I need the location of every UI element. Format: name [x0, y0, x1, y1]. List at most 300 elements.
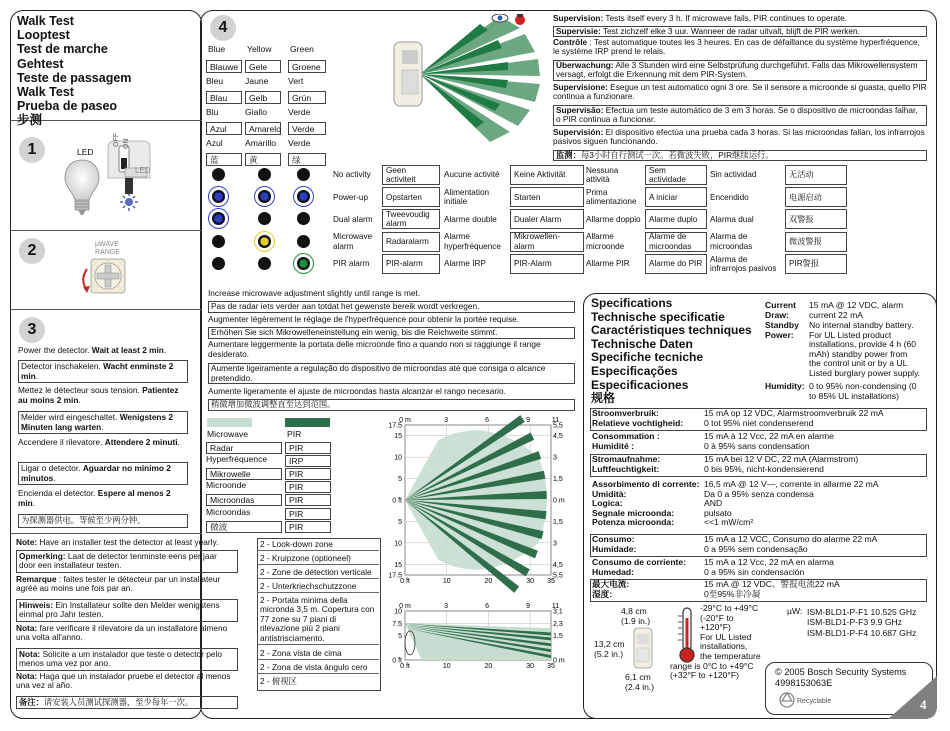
- spec-label: Consommation :: [592, 431, 660, 441]
- supervision-text: Test zichzelf elke 3 uur. Wanneer de radar uitvalt, blijft de PIR werken.: [600, 26, 860, 36]
- tick-label: 11: [551, 417, 560, 424]
- color-cell: Giallo: [245, 106, 267, 117]
- range-potentiometer-icon: [78, 255, 140, 305]
- tick-label: 3: [444, 417, 448, 424]
- step3-bold: Aguardar no minimo 2 minutos: [21, 463, 171, 483]
- spec-title: Especificações: [591, 363, 678, 378]
- step3-line: [18, 438, 188, 448]
- step3-text: .: [78, 394, 81, 405]
- supervision-label: Supervisie:: [556, 26, 601, 36]
- legend-header-microwave: Microwave: [207, 429, 249, 439]
- supervision-line: [553, 150, 927, 161]
- note-text: Ein Installateur sollte den Melder wenigstens einmal pro Jahr testen.: [19, 600, 220, 620]
- title: Test de marche: [17, 42, 108, 57]
- color-cell: Amarillo: [245, 137, 277, 148]
- note: [16, 648, 238, 671]
- step3-line: [18, 489, 188, 508]
- tick-label: 20: [484, 578, 493, 585]
- section-divider: [10, 533, 202, 534]
- step3-text: .: [35, 370, 39, 381]
- color-cell: Azul: [206, 137, 223, 148]
- page-number: 4: [920, 697, 927, 712]
- tick-label: 0 ft: [392, 657, 402, 665]
- spec-value: 0 a 95% sin condensación: [704, 566, 805, 577]
- increase-line: Aumente ligeramente el ajuste de microondas hasta alcanzar el rango necesario.: [208, 386, 506, 396]
- legend-pir: IRP: [285, 455, 331, 467]
- led-state-en: Dual alarm: [333, 214, 373, 224]
- supervision-text: Efectua um teste automático de 3 em 3 horas. Se o dispositivo de microondas falhar, o PIR continua a funcionar.: [556, 105, 918, 125]
- tick-label: 5: [398, 633, 402, 640]
- note: [16, 599, 238, 622]
- zone-label: 2 - Portata minima della micronda 3,5 m. Copertura con 77 zone su 7 piani di rilevazione più 2 piani antistrisciamento.: [257, 595, 379, 645]
- spec-label: Humidade:: [592, 543, 637, 554]
- step3-line: [18, 386, 188, 405]
- supervision-line: [553, 60, 927, 81]
- spec-label: Standby Power:: [765, 320, 799, 340]
- led-state-de: Mikrowellen-alarm: [510, 232, 584, 252]
- spec-value: 16,5 mA @ 12 V—, corrente in allarme 22 mA: [704, 479, 879, 489]
- supervision-label: Supervisão:: [556, 105, 604, 115]
- spec-value: 15 mA a 12 Vcc, 22 mA en alarma: [704, 557, 834, 567]
- title: Looptest: [17, 28, 70, 43]
- dim-width: 4,8 cm: [621, 606, 647, 616]
- uwave-label: µWAVE: [95, 241, 119, 248]
- supervision-text: Esegue un test automatico ogni 3 ore. Se il sensore a microonde si guasta, quello PIR continua a funzionare.: [553, 82, 927, 102]
- led-state-pt: Alarme de microondas: [645, 232, 707, 252]
- switch-off-label: OFF: [113, 133, 120, 147]
- step3-text: .: [53, 472, 56, 483]
- tick-label: 10: [442, 578, 451, 585]
- step-number: 1: [19, 137, 45, 163]
- tick-label: 0 m: [399, 603, 411, 610]
- step3-line: [18, 514, 188, 528]
- tick-label: 3: [553, 454, 557, 462]
- led-off-icon: [212, 168, 225, 181]
- title: Walk Test: [17, 14, 74, 28]
- temperature-line: the temperature: [700, 650, 761, 661]
- switch-led-label: LED: [135, 166, 151, 175]
- step3-text: Mettez le détecteur sous tension.: [18, 385, 143, 395]
- spec-label: Humidity:: [765, 381, 805, 391]
- supervision-label: Supervision:: [553, 13, 604, 23]
- spec-label: Relatieve vochtigheid:: [592, 417, 684, 428]
- step3-text: .: [163, 345, 167, 355]
- led-state-it: Allarme doppio: [586, 214, 641, 224]
- tick-label: 0 m: [553, 497, 565, 505]
- color-cell: Verde: [288, 106, 311, 117]
- color-cell: Bleu: [206, 75, 224, 86]
- title-block: [17, 14, 131, 128]
- tick-label: 1,5: [553, 518, 563, 526]
- color-header: Yellow: [247, 44, 272, 54]
- led-state-es: Alarma dual: [710, 214, 754, 224]
- tick-label: 5,5: [553, 422, 563, 430]
- led-state-fr: Alarme double: [444, 214, 497, 224]
- temperature-line: (+32°F to +120°F): [670, 670, 739, 681]
- color-header: Green: [290, 44, 314, 54]
- led-state-zh: 微波警报: [785, 232, 847, 252]
- tick-label: 5,5: [553, 572, 563, 580]
- tick-label: 10: [394, 540, 402, 548]
- color-header: Blue: [208, 44, 226, 54]
- legend-header-pir: PIR: [287, 429, 302, 439]
- spec-value: 0 à 95% sans condensation: [704, 440, 810, 451]
- spec-value: 15 mA à 12 Vcc, 22 mA en alarme: [704, 431, 834, 441]
- spec-value: 15 mA a 12 VCC, Consumo do alarme 22 mA: [704, 534, 878, 544]
- step3-bold: Wait at least 2 min: [91, 345, 164, 355]
- model-list: [807, 607, 927, 638]
- led-state-es: Sin actividad: [710, 170, 757, 180]
- tick-label: 15: [394, 561, 402, 569]
- spec-value: 15 mA bei 12 V DC, 22 mA (Alarmstrom): [704, 454, 859, 464]
- note: [16, 696, 238, 709]
- note: [16, 624, 238, 643]
- color-cell: 黄: [245, 153, 281, 166]
- led-state-en: Power-up: [333, 192, 369, 202]
- tick-label: 3: [553, 540, 557, 548]
- note: [16, 538, 238, 547]
- color-cell: Verde: [288, 122, 326, 135]
- color-cell: Vert: [288, 75, 304, 86]
- led-state-it: Allarme microonde: [586, 232, 625, 251]
- switch-on-label: ON: [123, 138, 130, 149]
- step3-text: Encienda el detector.: [18, 488, 98, 498]
- color-cell: Verde: [288, 137, 311, 148]
- model-line: ISM-BLD1-P-F1 10.525 GHz: [807, 607, 917, 617]
- note-label: Note:: [16, 537, 40, 547]
- legend-pir: PIR: [285, 494, 331, 506]
- step-number: 3: [19, 317, 45, 343]
- increase-line: Aumente ligeiramente a regulação do dispositivo de microondas até que consiga o alcance pretendido.: [208, 363, 575, 384]
- tick-label: 35: [547, 663, 555, 670]
- supervision-line: [553, 38, 927, 57]
- title: 步测: [17, 113, 43, 128]
- led-off-icon: [297, 168, 310, 181]
- color-cell: Groene: [288, 60, 326, 73]
- temperature-line: -29°C to +49°C: [700, 603, 759, 613]
- spec-label: Stromaufnahme:: [592, 454, 661, 464]
- pir-swatch: [285, 418, 330, 427]
- note-text: : faites tester le détecteur par un installateur agréé au moins une fois par an.: [16, 574, 221, 594]
- step3-text: Melder wird eingeschaltet.: [21, 412, 120, 422]
- spec-label: Consumo:: [592, 534, 635, 544]
- note-text: fare verificare il rilevatore da un installatore almeno una volta all'anno.: [16, 623, 228, 643]
- lightbulb-icon: [62, 158, 102, 220]
- color-cell: Blauwe: [206, 60, 242, 73]
- microwave-swatch: [207, 418, 252, 427]
- color-cell: Blu: [206, 106, 219, 117]
- spec-title: 规格: [591, 391, 616, 406]
- led-state-en: PIR alarm: [333, 259, 370, 269]
- spec-value: 15 mA op 12 VDC, Alarmstroomverbruik 22 mA: [704, 408, 884, 418]
- note-label: Opmerking:: [19, 551, 68, 561]
- supervision-line: [553, 83, 927, 102]
- dim-height-in: (5.2 in.): [594, 649, 624, 659]
- color-cell: 绿: [288, 153, 326, 166]
- legend-pir: PIR: [285, 481, 331, 493]
- spec-value: No internal standby battery. For UL Listed product installations, provide 4 h (60 mAh) standby power from the control unit or by a UL Listed burglary power supply.: [809, 320, 921, 378]
- tick-label: 1,5: [553, 476, 563, 484]
- tick-label: 0 ft: [392, 497, 402, 505]
- led-state-zh: PIR警报: [785, 254, 847, 274]
- legend-pir: PIR: [285, 468, 331, 480]
- spec-title: Especificaciones: [591, 377, 689, 392]
- supervision-label: Supervisión:: [553, 127, 604, 137]
- led-state-fr: Alarme hyperfréquence: [444, 232, 501, 251]
- supervision-text: 每3小时自行测试一次。若微波失败，PIR继续运行。: [580, 150, 774, 160]
- spec-title: Specifications: [591, 296, 673, 310]
- tick-label: 0 m: [399, 417, 411, 424]
- tick-label: 35: [547, 578, 555, 585]
- temperature-line: (-20°F to +120°F): [700, 612, 734, 633]
- note-label: Hinweis:: [19, 600, 56, 610]
- legend-microwave: Radar: [206, 442, 282, 454]
- note-label: Nota:: [16, 623, 40, 633]
- color-cell: Blau: [206, 91, 242, 104]
- led-off-icon: [212, 257, 225, 270]
- legend-microwave: Mikrowelle: [206, 468, 282, 480]
- supervision-text: : Test automatique toutes les 3 heures. En cas de défaillance du système hyperfréquence, le système IRP prend le relais.: [553, 37, 920, 57]
- recyclable-label: Recyclable: [797, 698, 832, 705]
- spec-value: Da 0 a 95% senza condensa: [704, 488, 814, 499]
- legend-microwave: Microondas: [206, 494, 282, 506]
- tick-label: 5: [398, 476, 402, 484]
- tick-label: 17.5: [388, 422, 402, 430]
- model-line: ISM-BLD1-P-F3 9.9 GHz: [807, 617, 903, 628]
- recycle-icon: [778, 691, 796, 709]
- note: [16, 550, 238, 573]
- tick-label: 10: [394, 608, 402, 616]
- step3-text: Ligar o detector.: [21, 463, 83, 473]
- title: Teste de passagem: [17, 70, 132, 85]
- led-state-nl: Opstarten: [382, 187, 440, 207]
- spec-label: Assorbimento di corrente:: [592, 479, 700, 489]
- spec-value: 0 a 95% sem condensação: [704, 543, 808, 554]
- led-off-icon: [297, 235, 310, 248]
- spec-title: Specifiche tecniche: [591, 350, 704, 365]
- tick-label: 5: [398, 518, 402, 526]
- spec-value: 0至95%非冷凝: [704, 588, 761, 599]
- range-label: RANGE: [95, 249, 120, 256]
- note-text: 请安装人员测试探测器，至少每年一次。: [43, 697, 194, 707]
- temperature-line: installations,: [700, 641, 748, 652]
- led-off-icon: [212, 235, 225, 248]
- color-cell: Azul: [206, 122, 242, 135]
- note-text: Solicite a um instalador que teste o detector pelo menos uma vez por ano.: [19, 649, 222, 669]
- led-state-pt: A iniciar: [645, 187, 707, 207]
- tick-label: 9: [526, 603, 531, 610]
- spec-label: Potenza microonda:: [592, 517, 675, 528]
- tick-label: 10: [442, 663, 451, 670]
- supervision-label: Überwachung:: [556, 60, 614, 70]
- zone-label: 2 - Zona vista de cima: [257, 648, 379, 660]
- led-state-zh: 双警报: [785, 209, 847, 229]
- step3-bold: Patientez au moins 2 min: [18, 385, 179, 405]
- note-label: Nota:: [16, 671, 40, 681]
- supervision-label: 监测：: [556, 150, 581, 160]
- tick-label: 30: [526, 663, 535, 670]
- spec-label: Segnale microonda:: [592, 507, 675, 518]
- legend-microwave: 微波: [206, 521, 282, 533]
- tick-label: 20: [484, 663, 493, 670]
- increase-line: Increase microwave adjustment slightly until range is met.: [208, 288, 421, 298]
- led-state-es: Encendido: [710, 192, 749, 202]
- spec-value: 0 to 95% non-condensing (0 to 85% UL installations): [809, 381, 917, 401]
- increase-line: 稍微增加微波调整直至达到范围。: [208, 399, 575, 411]
- step3-bold: Attendere 2 minuti: [104, 437, 178, 447]
- led-state-pt: Alarme duplo: [645, 209, 707, 229]
- led-off-icon: [258, 257, 271, 270]
- step3-line: [18, 462, 188, 485]
- spec-value: 0 bis 95%, nicht-kondensierend: [704, 463, 824, 474]
- tick-label: 0 ft: [400, 663, 410, 670]
- spec-value: AND: [704, 498, 723, 509]
- led-state-nl: PIR-alarm: [382, 254, 440, 274]
- supervision-line: [553, 14, 927, 23]
- spec-label: Humedad:: [592, 566, 635, 577]
- dim-width-in: (1.9 in.): [621, 616, 651, 626]
- led-yellow-icon: [258, 235, 271, 248]
- led-green-icon: [297, 257, 310, 270]
- spec-label: Umidità:: [592, 488, 627, 499]
- led-state-fr: Alimentation initiale: [444, 187, 490, 207]
- tick-label: 4,5: [553, 561, 563, 569]
- spec-label: 最大电流:: [592, 579, 630, 589]
- tick-label: 11: [551, 603, 560, 610]
- step3-text: Accendere il rilevatore.: [18, 437, 105, 447]
- spec-value: <<1 mW/cm²: [704, 517, 754, 528]
- color-cell: Gelb: [245, 91, 281, 104]
- step3-text: 为探测器供电。等候至少两分钟。: [21, 515, 146, 525]
- led-state-en: Microwave alarm: [333, 232, 373, 251]
- title: Gehtest: [17, 56, 64, 71]
- led-state-zh: 电源启动: [785, 187, 847, 207]
- tick-label: 1,5: [553, 633, 563, 640]
- led-switch-icon: [105, 138, 160, 223]
- supervision-label: Contrôle: [553, 37, 588, 47]
- led-label: LED: [77, 147, 94, 157]
- step3-text: .: [101, 421, 104, 432]
- step3-text: Detector inschakelen.: [21, 361, 104, 371]
- copyright: © 2005 Bosch Security Systems: [775, 667, 907, 677]
- spec-value: 0 tot 95% niet condenserend: [704, 417, 814, 428]
- note-label: 备注：: [19, 697, 44, 707]
- note-text: Have an installer test the detector at least yearly.: [39, 537, 219, 547]
- tick-label: 7.5: [392, 620, 402, 628]
- spec-title: Technische specificatie: [591, 309, 725, 324]
- tick-label: 3,1: [553, 608, 563, 616]
- led-state-en: No activity: [333, 170, 371, 180]
- led-state-de: Keine Aktivität: [510, 165, 584, 185]
- legend-pir: PIR: [285, 508, 331, 520]
- led-state-fr: Alarme IRP: [444, 259, 486, 269]
- part-number: 4998153063E: [775, 678, 833, 688]
- increase-line: Erhöhen Sie sich Mikrowelleneinstellung ein wenig, bis die Reichweite stimmt.: [208, 327, 575, 339]
- step3-line: [18, 346, 188, 356]
- color-cell: 蓝: [206, 153, 242, 166]
- detector-dimension-icon: [626, 626, 660, 674]
- supervision-line: [553, 105, 927, 126]
- model-line: ISM-BLD1-P-F4 10.687 GHz: [807, 627, 917, 638]
- tick-label: 2,3: [553, 620, 563, 628]
- note: [16, 672, 238, 691]
- note-label: Nota:: [19, 649, 43, 659]
- coverage-plots: [385, 415, 575, 680]
- legend-microwave: Microonde: [206, 480, 247, 491]
- step3-bold: Wacht enminste 2 min: [21, 361, 174, 381]
- detector-coverage-illustration: [380, 14, 552, 154]
- spec-label: 湿度:: [592, 588, 613, 599]
- led-state-es: Alarma de infrarrojos pasivos: [710, 254, 777, 273]
- temperature-line: range is 0°C to +49°C: [670, 660, 754, 671]
- color-cell: Jaune: [245, 75, 269, 86]
- tick-label: 0 ft: [400, 578, 410, 585]
- color-cell: Grün: [288, 91, 326, 104]
- spec-label: Stroomverbruik:: [592, 408, 659, 418]
- spec-label: Logica:: [592, 498, 623, 509]
- legend-microwave: Hyperfréquence: [206, 454, 268, 465]
- spec-value: pulsato: [704, 507, 732, 518]
- step3-text: Power the detector.: [18, 345, 92, 355]
- dim-depth: 6,1 cm: [625, 672, 651, 682]
- uw-label: µW:: [787, 606, 803, 616]
- supervision-line: [553, 26, 927, 37]
- legend-pir: PIR: [285, 442, 331, 454]
- led-state-nl: Tweevoudig alarm: [382, 209, 440, 229]
- note-label: Remarque: [16, 574, 57, 584]
- color-cell: Gele: [245, 60, 281, 73]
- zone-label: 2 - Zona de vista ángulo cero: [257, 662, 379, 674]
- led-state-es: Alarma de microondas: [710, 232, 753, 251]
- step3-text: .: [32, 497, 36, 508]
- tick-label: 9: [526, 417, 531, 424]
- dim-height: 13,2 cm: [594, 639, 625, 649]
- led-state-it: Nessuna attività: [586, 165, 619, 184]
- page-corner: [888, 676, 937, 719]
- step3-line: [18, 360, 188, 383]
- supervision-line: [553, 128, 927, 147]
- tick-label: 6: [485, 603, 490, 610]
- led-state-fr: Aucune activité: [444, 170, 500, 180]
- led-state-nl: Radaralarm: [382, 232, 440, 252]
- temperature-block: [670, 604, 762, 681]
- zone-label: 2 - Unterkriechschutzzone: [257, 581, 379, 593]
- led-state-zh: 无活动: [785, 165, 847, 185]
- supervision-text: El dispositivo efectúa una prueba cada 3 horas. Si las microondas fallan, los infrarrojos pasivos siguen funcionando.: [553, 127, 925, 147]
- supervision-label: Supervisione:: [553, 82, 608, 92]
- increase-line: Augmenter légèrement le réglage de l'hyperfréquence pour obtenir la portée requise.: [208, 314, 520, 324]
- led-state-de: Dualer Alarm: [510, 209, 584, 229]
- led-state-it: Prima alimentazione: [586, 187, 637, 207]
- tick-label: 15: [394, 433, 402, 441]
- note-text: Haga que un instalador pruebe el detector al menos una vez al año.: [16, 671, 231, 691]
- increase-line: Pas de radar iets verder aan totdat het gewenste bereik wordt verkregen.: [208, 301, 575, 313]
- zone-label: 2 - Look-down zone: [257, 539, 379, 551]
- spec-title: Technische Daten: [591, 336, 693, 351]
- tick-label: 6: [485, 417, 490, 424]
- zone-label: 2 - Kruipzone (optioneel): [257, 553, 379, 565]
- step3-bold: Wenigstens 2 Minuten lang warten: [21, 412, 174, 432]
- tick-label: 17.5: [388, 572, 402, 580]
- led-state-de: Starten: [510, 187, 584, 207]
- led-state-nl: Geen activiteit: [382, 165, 440, 185]
- tick-label: 30: [526, 578, 535, 585]
- section-divider: [10, 230, 202, 231]
- spec-title: Caractéristiques techniques: [591, 323, 752, 338]
- dim-depth-in: (2.4 in.): [625, 682, 655, 692]
- tick-label: 0 m: [553, 657, 565, 665]
- tick-label: 3: [444, 603, 448, 610]
